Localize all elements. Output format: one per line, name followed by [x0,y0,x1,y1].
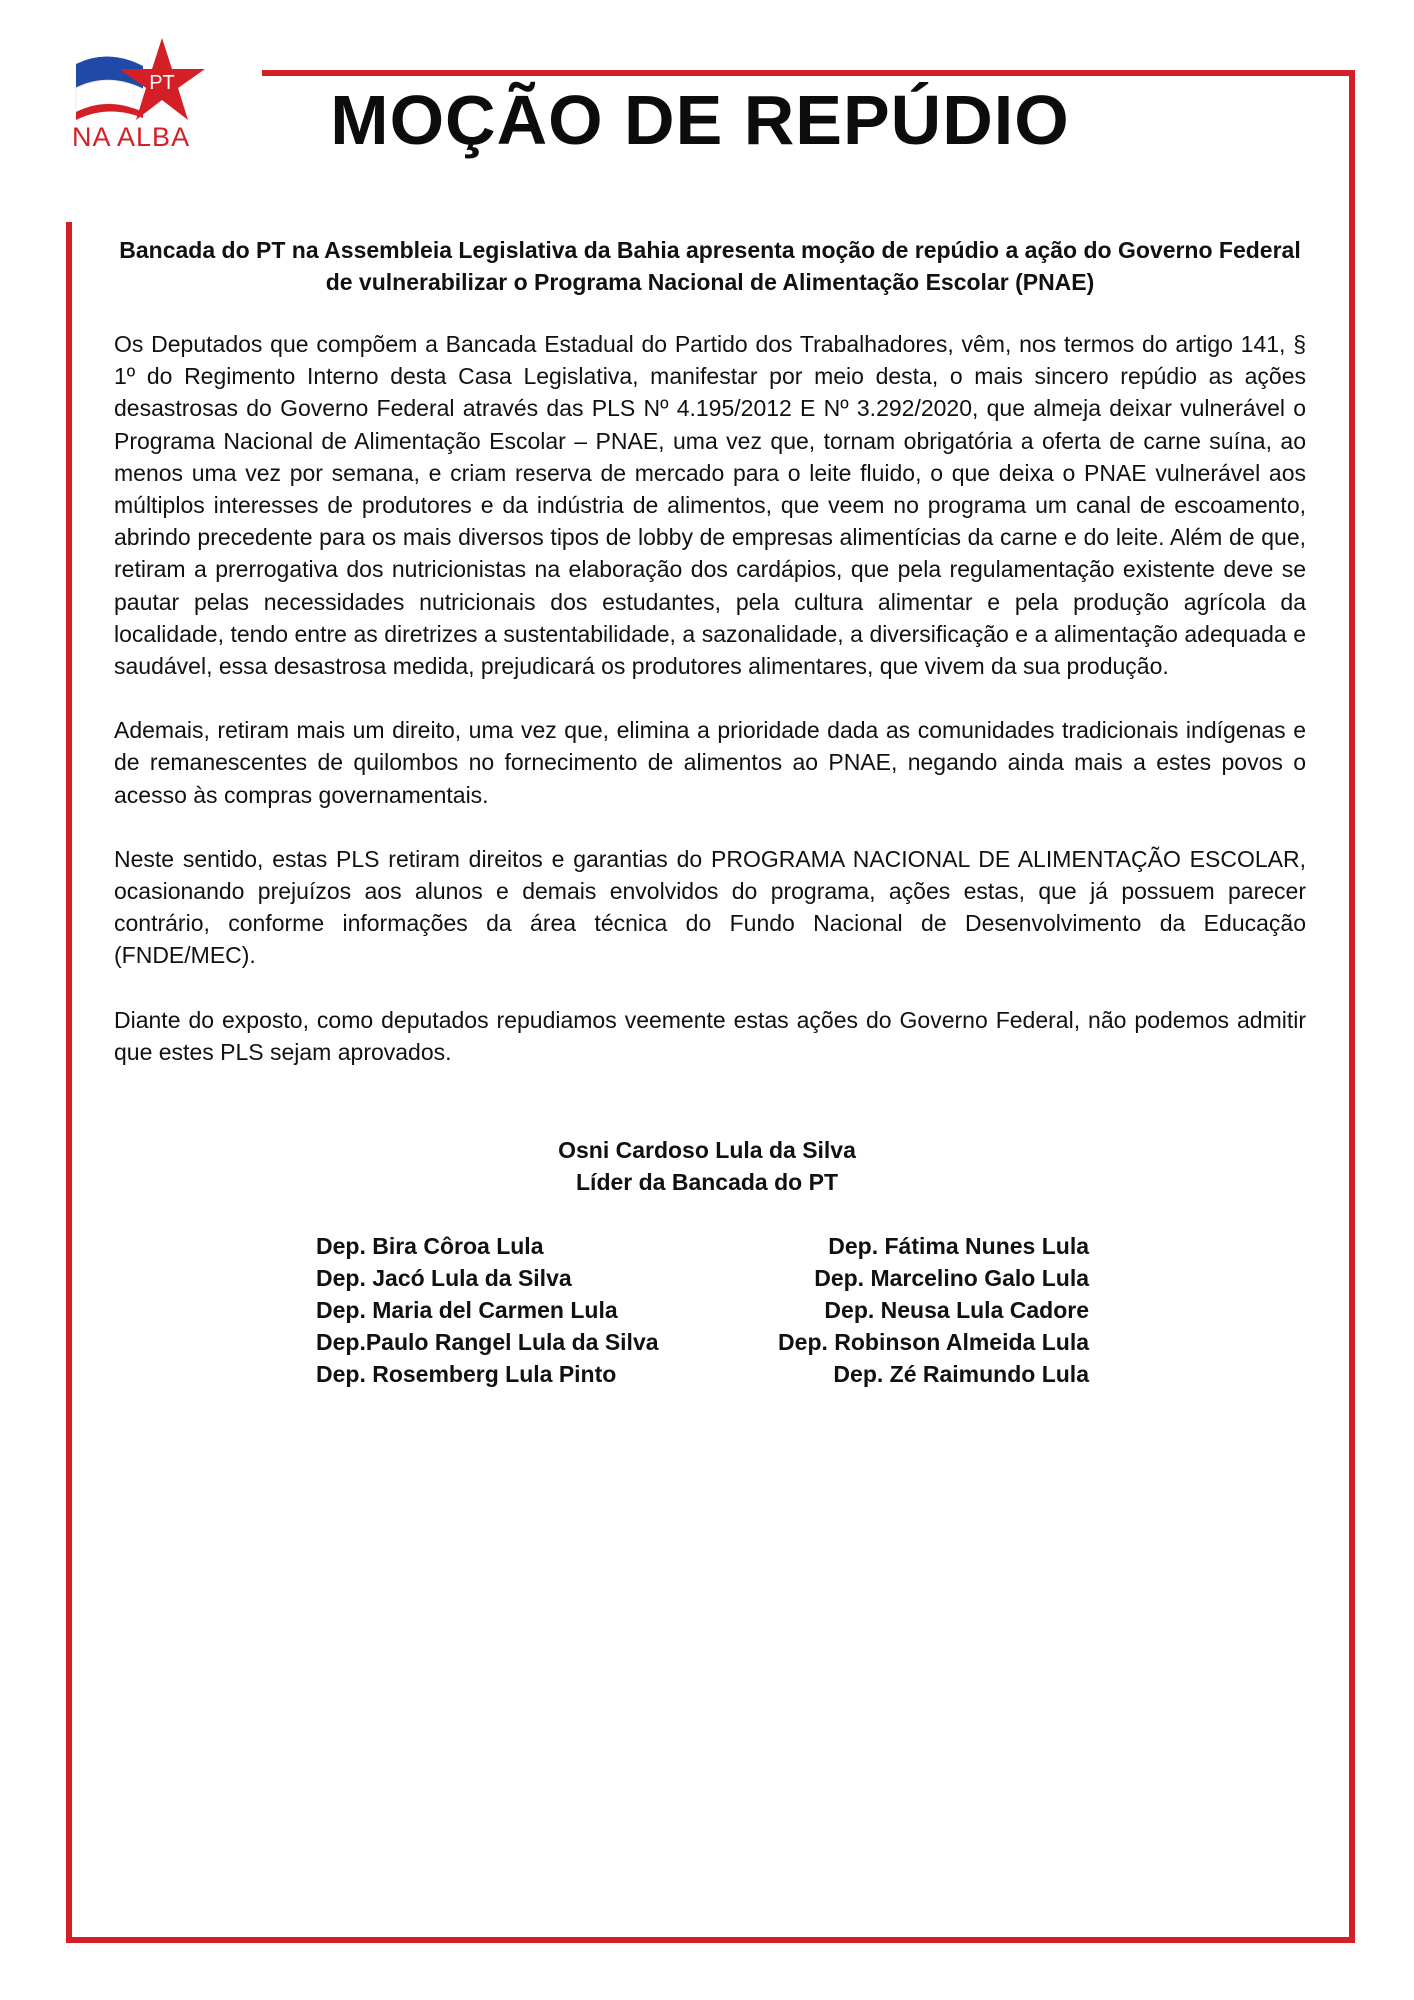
svg-text:PT: PT [149,72,175,94]
signatories-right-column [700,1230,1089,1390]
frame-right-border [1349,70,1355,1943]
signatory: Dep. Marcelino Galo Lula [814,1265,1089,1291]
frame-left-border [66,222,72,1943]
signatory: Dep. Zé Raimundo Lula [833,1361,1089,1387]
frame-bottom-border [66,1937,1355,1943]
leader-role: Líder da Bancada do PT [576,1169,838,1195]
signatories-left-column [316,1230,736,1390]
flag-star-icon [68,34,208,134]
signatory: Dep. Bira Côroa Lula [316,1233,544,1259]
signatory: Dep. Rosemberg Lula Pinto [316,1361,617,1387]
leader-signature [414,1134,1000,1198]
document-body [114,328,1306,1100]
leader-name: Osni Cardoso Lula da Silva [558,1137,856,1163]
paragraph-3: Neste sentido, estas PLS retiram direitos e garantias do PROGRAMA NACIONAL DE ALIMENTAÇÃO ESCOLAR, ocasionando prejuízos aos alunos e demais envolvidos do programa, ações estas, que já possuem parecer contrário, conforme informações da área técnica do Fundo Nacional de Desenvolvimento da Educação (FNDE/MEC). [114,845,1306,969]
signatory: Dep. Jacó Lula da Silva [316,1265,572,1291]
paragraph-4: Diante do exposto, como deputados repudiamos veemente estas ações do Governo Federal, não podemos admitir que estes PLS sejam aprovados. [114,1006,1306,1065]
signatory: Dep. Maria del Carmen Lula [316,1297,618,1323]
frame-top-border [262,70,1355,76]
signatory: Dep.Paulo Rangel Lula da Silva [316,1329,659,1355]
logo-caption: NA ALBA [72,122,191,152]
signatory: Dep. Neusa Lula Cadore [824,1297,1089,1323]
document-subtitle: Bancada do PT na Assembleia Legislativa da Bahia apresenta moção de repúdio a ação do Governo Federal de vulnerabilizar o Programa Nacional de Alimentação Escolar (PNAE) [119,237,1301,295]
pt-na-alba-logo [68,34,208,154]
paragraph-1: Os Deputados que compõem a Bancada Estadual do Partido dos Trabalhadores, vêm, nos termos do artigo 141, § 1º do Regimento Interno desta Casa Legislativa, manifestar por meio desta, o mais sincero repúdio as ações desastrosas do Governo Federal através das PLS Nº 4.195/2012 E Nº 3.292/2020, que almeja deixar vulnerável o Programa Nacional de Alimentação Escolar – PNAE, uma vez que, tornam obrigatória a oferta de carne suína, ao menos uma vez por semana, e criam reserva de mercado para o leite fluido, o que deixa o PNAE vulnerável aos múltiplos interesses de produtores e da indústria de alimentos, que veem no programa um canal de escoamento, abrindo precedente para os mais diversos tipos de lobby de empresas alimentícias da carne e do leite. Além de que, retiram a prerrogativa dos nutricionistas na elaboração dos cardápios, que pela regulamentação existente deve se pautar pelas necessidades nutricionais dos estudantes, pela cultura alimentar e pela produção agrícola da localidade, tendo entre as diretrizes a sustentabilidade, a sazonalidade, a diversificação e a alimentação adequada e saudável, essa desastrosa medida, prejudicará os produtores alimentares, que vivem da sua produção. [114,331,1306,680]
signatory: Dep. Robinson Almeida Lula [778,1329,1089,1355]
page-title: MOÇÃO DE REPÚDIO [330,81,1070,159]
paragraph-2: Ademais, retiram mais um direito, uma vez que, elimina a prioridade dada as comunidades tradicionais indígenas e de remanescentes de quilombos no fornecimento de alimentos ao PNAE, negando ainda mais a estes povos o acesso às compras governamentais. [114,717,1306,808]
signatory: Dep. Fátima Nunes Lula [828,1233,1089,1259]
